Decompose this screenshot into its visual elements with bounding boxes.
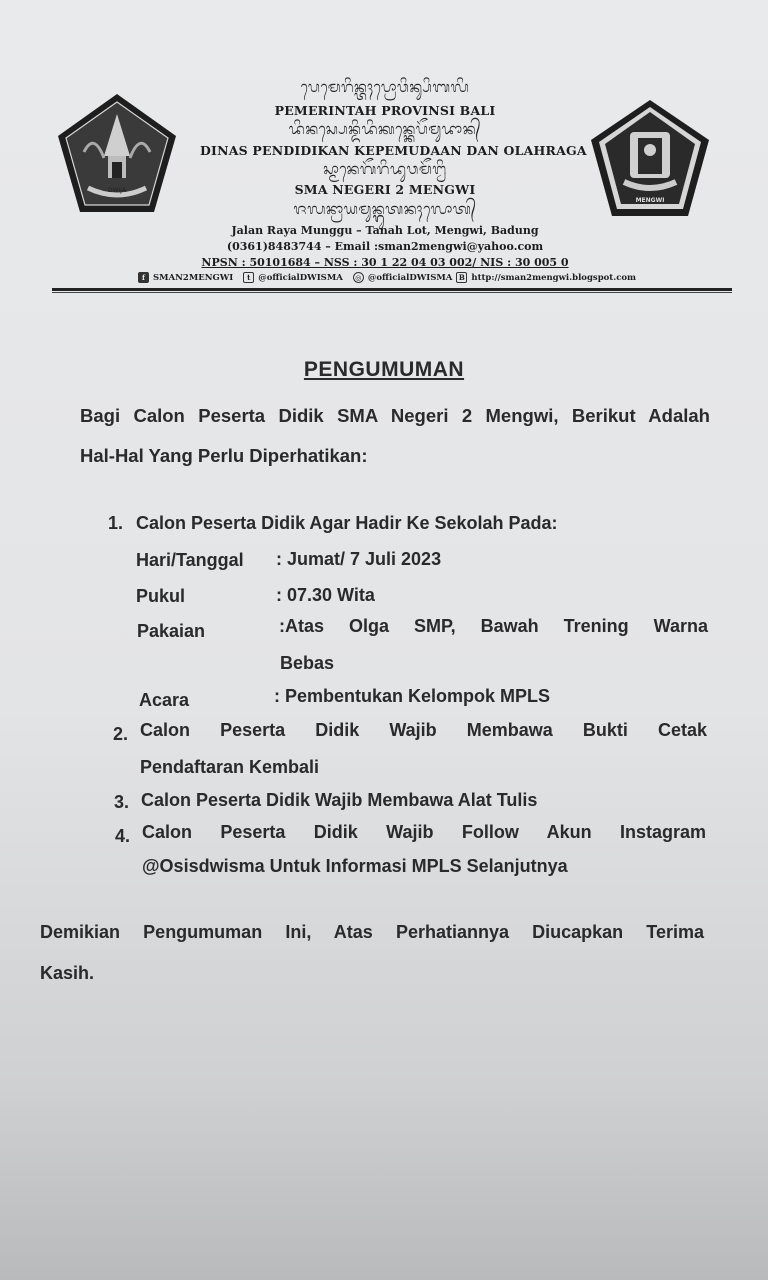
detail-label-clothing: Pakaian [137, 621, 206, 641]
svg-text:DWIJA: DWIJA [107, 187, 127, 194]
bali-province-emblem-logo [54, 92, 180, 216]
department-name: DINAS PENDIDIKAN KEPEMUDAAN DAN OLAHRAGA [200, 143, 587, 158]
instagram-handle: @officialDWISMA [367, 272, 453, 283]
instagram-icon: ◎ [353, 272, 364, 283]
balinese-script-line-4: ᬚᬮᬦ᭄ᬭᬵᬬᬫᬸᬦ᭄ᬕ᭄ᬕᬸᬢᬦᬄᬮᭀᬢ᭄ [293, 200, 477, 218]
svg-text:MENGWI: MENGWI [635, 197, 665, 204]
item-number-4: 4. [115, 826, 131, 846]
school-name: SMA NEGERI 2 MENGWI [294, 182, 476, 197]
detail-value-clothing: :Atas Olga SMP, Bawah Trening Warna [279, 616, 708, 636]
letterhead-rule-thin [52, 292, 732, 293]
intro-line-2: Hal-Hal Yang Perlu Diperhatikan: [80, 445, 368, 466]
school-contact: (0361)8483744 – Email :sman2mengwi@yahoo.com [226, 240, 544, 253]
twitter-icon: t [243, 272, 254, 283]
facebook-handle: SMAN2MENGWI [153, 272, 234, 283]
twitter-handle: @officialDWISMA [258, 272, 343, 283]
balinese-script-line-2: ᬤᬶᬦᬲ᭄ᬧᬾᬦ᭄ᬤᬶᬤᬶᬓᬦ᭄ᬓᬾᬧᭂᬫᬸᬤᬵᬦ᭄ [288, 120, 482, 138]
detail-value-clothing-cont: Bebas [280, 653, 335, 673]
detail-value-event: : Pembentukan Kelompok MPLS [274, 686, 551, 706]
list-item-1 [108, 513, 558, 534]
balinese-script-line-1: ᬧᬾᬫᬾᬭᬶᬦ᭄ᬢᬄᬧ᭄ᬭᭀᬯᬶᬦ᭄ᬲᬶᬩᬮᬶ [300, 78, 470, 96]
school-emblem-logo [588, 98, 712, 220]
institution-name: PEMERINTAH PROVINSI BALI [274, 103, 496, 118]
detail-label-time: Pukul [136, 586, 186, 606]
balinese-script-line-3: ᬲ᭄ᬫᬵᬦᬾᬕᭂᬭᬶᬤᬸᬯᬫᭂᬗ᭄ᬯᬶ [323, 160, 447, 178]
detail-label-event: Acara [139, 690, 190, 710]
item-text: Calon Peserta Didik Agar Hadir Ke Sekolah Pada: [136, 513, 558, 533]
item-number-2: 2. [113, 724, 129, 744]
item-2-line-1: Calon Peserta Didik Wajib Membawa Bukti Cetak [140, 720, 707, 740]
detail-value-time: : 07.30 Wita [276, 585, 375, 605]
school-ids: NPSN : 50101684 – NSS : 30 1 22 04 03 002/ NIS : 30 005 0 [201, 256, 569, 269]
detail-label-date: Hari/Tanggal [136, 550, 244, 570]
letterhead-rule-thick [52, 288, 732, 291]
item-4-line-2: @Osisdwisma Untuk Informasi MPLS Selanjutnya [142, 856, 568, 876]
item-2-line-2: Pendaftaran Kembali [140, 757, 320, 777]
blog-url: http://sman2mengwi.blogspot.com [471, 272, 637, 283]
closing-line-1: Demikian Pengumuman Ini, Atas Perhatiannya Diucapkan Terima [40, 922, 704, 942]
facebook-icon: f [138, 272, 149, 283]
social-links [138, 272, 738, 283]
item-number: 1. [108, 513, 124, 533]
announcement-title: PENGUMUMAN [303, 358, 465, 381]
item-3-line-1: Calon Peserta Didik Wajib Membawa Alat Tulis [141, 790, 538, 810]
closing-line-2: Kasih. [40, 963, 95, 983]
school-address: Jalan Raya Munggu – Tanah Lot, Mengwi, Badung [231, 224, 539, 237]
detail-value-date: : Jumat/ 7 Juli 2023 [276, 549, 442, 569]
intro-line-1: Bagi Calon Peserta Didik SMA Negeri 2 Mengwi, Berikut Adalah [80, 405, 710, 426]
item-4-line-1: Calon Peserta Didik Wajib Follow Akun Instagram [142, 822, 706, 842]
blog-icon: B [456, 272, 467, 283]
item-number-3: 3. [114, 792, 130, 812]
